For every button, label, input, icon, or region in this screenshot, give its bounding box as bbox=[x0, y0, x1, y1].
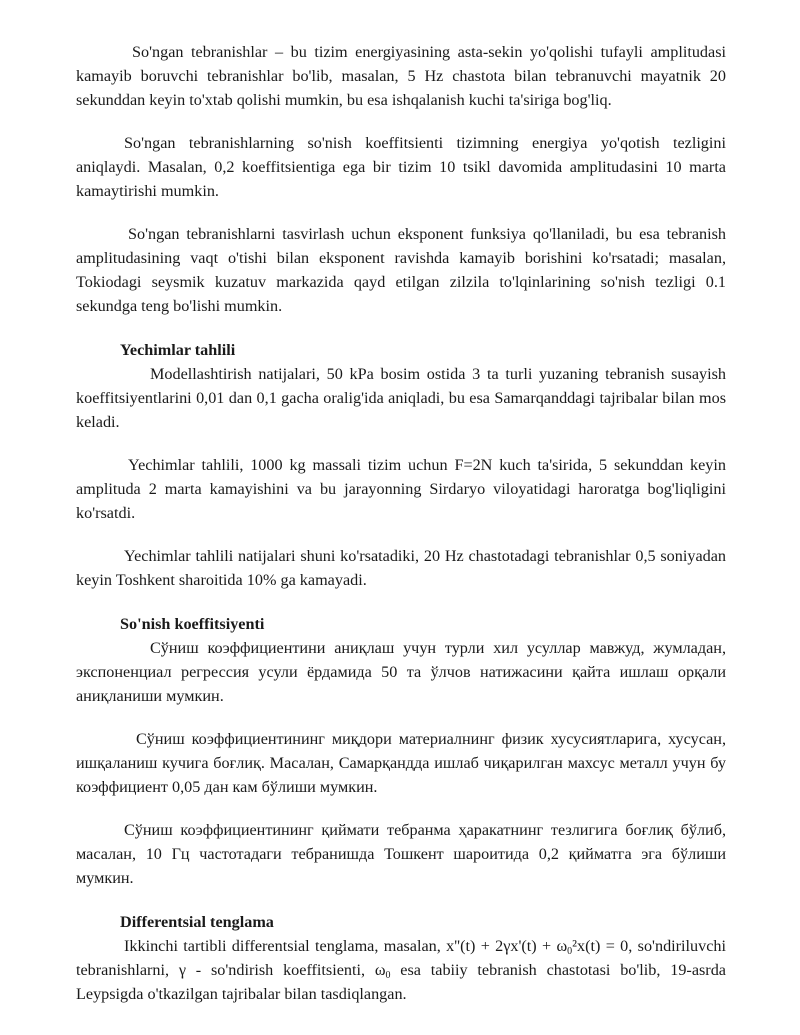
equation-text-part-3: esa tabiiy tebranish chastotasi bo'lib, 19-asrda Leypsigda o'tkazilgan tajribalar bilan tasdiqlangan. bbox=[76, 961, 726, 1003]
paragraph-damping-coefficient: So'ngan tebranishlarning so'nish koeffitsienti tizimning energiya yo'qotish tezligini aniqlaydi. Masalan, 0,2 koeffitsientiga ega bir tizim 10 tsikl davomida amplitudasini 10 marta kamaytirishi mumkin. bbox=[76, 134, 726, 200]
paragraph-coefficient-methods: Сўниш коэффициентини аниқлаш учун турли хил усуллар мавжуд, жумладан, экспоненциал регрессия усули ёрдамида 50 та ўлчов натижасини қайта ишлаш орқали аниқланиши мумкин. bbox=[76, 639, 726, 705]
paragraph-differential-equation bbox=[76, 934, 726, 1006]
equation-text-part-2: ²x(t) = 0, so'ndiriluvchi tebranishlarni, γ - so'ndirish koeffitsienti, ω bbox=[76, 937, 727, 979]
paragraph-coefficient-speed: Сўниш коэффициентининг қиймати тебранма ҳаракатнинг тезлигига боғлиқ бўлиб, масалан, 10 Гц частотадаги тебранишда Тошкент шароитида 0,2 қийматга эга бўлиши мумкин. bbox=[76, 821, 726, 887]
paragraph-damped-oscillations-definition: So'ngan tebranishlar – bu tizim energiyasining asta-sekin yo'qolishi tufayli amplitudasi kamayib boruvchi tebranishlar bo'lib, masalan, 5 Hz chastota bilan tebranuvchi mayatnik 20 sekunddan keyin to'xtab qolishi mumkin, bu esa ishqalanish kuchi ta'siriga bog'liq. bbox=[76, 43, 726, 109]
paragraph-modelling-results: Modellashtirish natijalari, 50 kPa bosim ostida 3 ta turli yuzaning tebranish susayish koeffitsiyentlarini 0,01 dan 0,1 gacha oralig'ida aniqladi, bu esa Samarqanddagi tajribalar bilan mos keladi. bbox=[76, 365, 726, 431]
equation-text-part-1: Ikkinchi tartibli differentsial tenglama, masalan, x''(t) + 2γx'(t) + ω bbox=[124, 937, 568, 955]
paragraph-solutions-analysis-frequency: Yechimlar tahlili natijalari shuni ko'rsatadiki, 20 Hz chastotadagi tebranishlar 0,5 soniyadan keyin Toshkent sharoitida 10% ga kamayadi. bbox=[76, 547, 726, 589]
paragraph-coefficient-material: Сўниш коэффициентининг миқдори материалнинг физик хусусиятларига, хусусан, ишқаланиш кучига боғлиқ. Масалан, Самарқандда ишлаб чиқарилган махсус металл учун бу коэффициент 0,05 дан кам бўлиши мумкин. bbox=[76, 730, 726, 796]
document-page bbox=[76, 40, 726, 1006]
omega-subscript-2: 0 bbox=[385, 970, 391, 981]
section-heading-differential-equation: Differentsial tenglama bbox=[120, 913, 274, 931]
section-heading-solutions-analysis: Yechimlar tahlili bbox=[120, 341, 236, 359]
section-heading-damping-coefficient: So'nish koeffitsiyenti bbox=[120, 615, 265, 633]
paragraph-solutions-analysis-mass: Yechimlar tahlili, 1000 kg massali tizim uchun F=2N kuch ta'sirida, 5 sekunddan keyin amplituda 2 marta kamayishini va bu jarayonning Sirdaryo viloyatidagi haroratga bog'liqligini ko'rsatdi. bbox=[76, 456, 726, 522]
paragraph-exponential-function: So'ngan tebranishlarni tasvirlash uchun eksponent funksiya qo'llaniladi, bu esa tebranish amplitudasining vaqt o'tishi bilan eksponent ravishda kamayib borishini ko'rsatadi; masalan, Tokiodagi seysmik kuzatuv markazida qayd etilgan zilzila to'lqinlarining so'nish tezligi 0.1 sekundga teng bo'lishi mumkin. bbox=[76, 225, 726, 315]
omega-subscript-1: 0 bbox=[567, 946, 573, 957]
